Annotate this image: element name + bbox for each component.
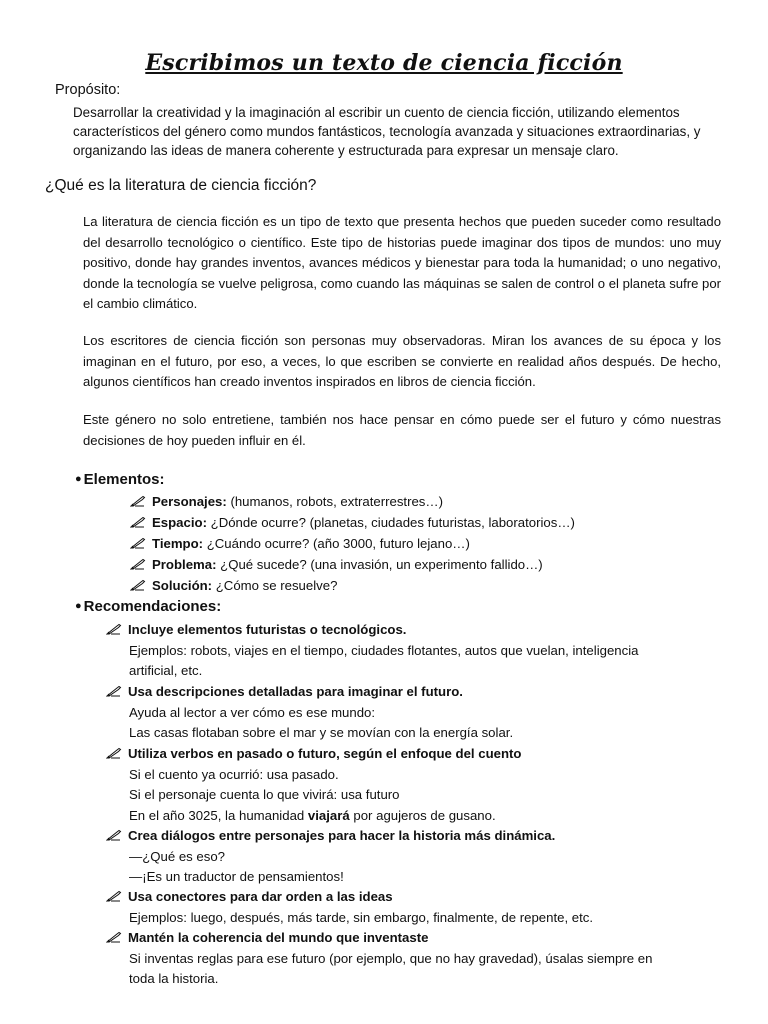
black-dot-icon: ● [75, 600, 82, 612]
element-label: Solución: [152, 578, 213, 593]
list-item [130, 492, 443, 512]
recommendation-title: Crea diálogos entre personajes para hacer la historia más dinámica. [128, 828, 556, 843]
recommendation-line: Si el cuento ya ocurrió: usa pasado. [129, 766, 339, 782]
element-label: Tiempo: [152, 536, 204, 551]
element-label: Espacio: [152, 515, 207, 530]
recommendation-item [106, 928, 726, 990]
element-label: Personajes: [152, 494, 227, 509]
section-heading: ¿Qué es la literatura de ciencia ficción? [45, 177, 317, 194]
element-text: (humanos, robots, extraterrestres…) [226, 494, 443, 509]
element-text: ¿Cuándo ocurre? (año 3000, futuro lejano…) [203, 536, 470, 551]
list-item [130, 513, 575, 533]
element-text: ¿Qué sucede? (una invasión, un experimento fallido…) [216, 557, 543, 572]
writing-hand-icon [130, 537, 146, 549]
list-item [130, 534, 470, 554]
recommendation-line: artificial, etc. [129, 663, 203, 679]
elements-heading [75, 471, 165, 488]
element-text: ¿Cómo se resuelve? [212, 578, 338, 593]
recommendation-item [106, 620, 726, 682]
recommendation-title: Incluye elementos futuristas o tecnológicos. [128, 622, 407, 637]
writing-hand-icon [130, 516, 146, 528]
recommendation-line: Si el personaje cuenta lo que vivirá: usa futuro [129, 787, 400, 803]
writing-hand-icon [130, 495, 146, 507]
writing-hand-icon [106, 623, 122, 635]
writing-hand-icon [106, 685, 122, 697]
recommendation-line: Ejemplos: robots, viajes en el tiempo, ciudades flotantes, autos que vuelan, inteligencia [129, 642, 639, 658]
recommendation-example: En el año 3025, la humanidad viajará por agujeros de gusano. [129, 807, 496, 823]
writing-hand-icon [106, 747, 122, 759]
paragraph: Los escritores de ciencia ficción son personas muy observadoras. Miran los avances de su época y los imaginan en el futuro, por eso, a veces, lo que escriben se convierte en realidad años después. De hecho, algunos científicos han creado inventos inspirados en libros de ciencia ficción. [83, 333, 721, 390]
recommendations-heading-label: Recomendaciones: [83, 598, 222, 615]
paragraph: Este género no solo entretiene, también nos hace pensar en cómo puede ser el futuro y cómo nuestras decisiones de hoy pueden influir en él. [83, 412, 721, 448]
recommendation-line: —¡Es un traductor de pensamientos! [129, 869, 344, 885]
purpose-text: Desarrollar la creatividad y la imaginación al escribir un cuento de ciencia ficción, utilizando elementos característicos del género como mundos fantásticos, tecnología avanzada y situaciones extraordinarias, y organizando las ideas de manera coherente y estructurada para expresar un mensaje claro. [73, 105, 701, 158]
writing-hand-icon [106, 931, 122, 943]
purpose-label: Propósito: [55, 82, 121, 98]
recommendation-line: —¿Qué es eso? [129, 848, 226, 864]
elements-heading-label: Elementos: [83, 471, 165, 488]
element-text: ¿Dónde ocurre? (planetas, ciudades futuristas, laboratorios…) [206, 515, 575, 530]
writing-hand-icon [130, 579, 146, 591]
recommendation-line: toda la historia. [129, 971, 219, 987]
recommendation-line: Las casas flotaban sobre el mar y se movían con la energía solar. [129, 725, 514, 741]
recommendation-title: Usa descripciones detalladas para imaginar el futuro. [128, 684, 463, 699]
recommendations-heading [75, 598, 221, 615]
writing-hand-icon [130, 558, 146, 570]
writing-hand-icon [106, 890, 122, 902]
element-label: Problema: [152, 557, 217, 572]
recommendation-title: Mantén la coherencia del mundo que inventaste [128, 930, 429, 945]
recommendation-item [106, 887, 726, 928]
recommendation-line: Si inventas reglas para ese futuro (por ejemplo, que no hay gravedad), úsalas siempre en [129, 950, 653, 966]
recommendation-line: Ejemplos: luego, después, más tarde, sin embargo, finalmente, de repente, etc. [129, 909, 594, 925]
list-item [130, 576, 337, 596]
paragraph: La literatura de ciencia ficción es un tipo de texto que presenta hechos que pueden suceder como resultado del desarrollo tecnológico o científico. Este tipo de historias puede imaginar dos tipos de mundos: uno muy positivo, donde hay grandes inventos, avances médicos y bienestar para toda la humanidad; o uno negativo, donde la tecnología se vuelve peligrosa, como cuando las máquinas se salen de control o el planeta sufre por el cambio climático. [83, 214, 721, 312]
page-title: Escribimos un texto de ciencia ficción [145, 50, 623, 76]
recommendation-item [106, 744, 726, 826]
recommendation-title: Usa conectores para dar orden a las ideas [128, 889, 393, 904]
recommendation-title: Utiliza verbos en pasado o futuro, según el enfoque del cuento [128, 746, 522, 761]
recommendation-item [106, 682, 726, 744]
black-dot-icon: ● [75, 473, 82, 485]
list-item [130, 555, 543, 575]
recommendation-item [106, 826, 726, 888]
writing-hand-icon [106, 829, 122, 841]
recommendation-line: Ayuda al lector a ver cómo es ese mundo: [129, 704, 376, 720]
